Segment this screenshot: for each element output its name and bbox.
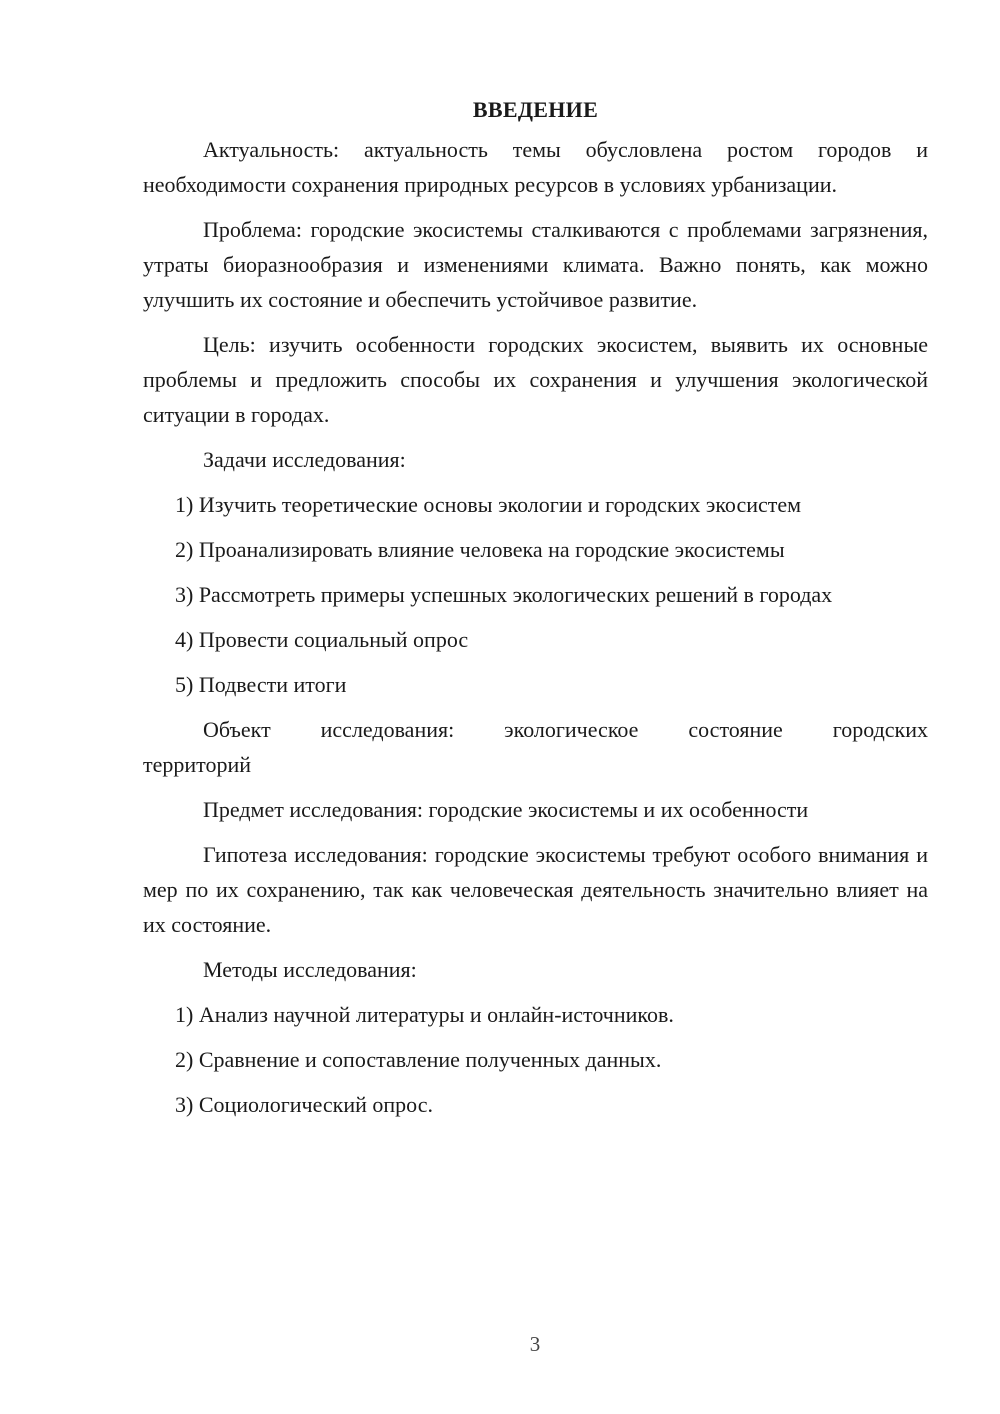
object-line-1: Объект исследования: экологическое состояние городских <box>203 717 928 742</box>
problem-paragraph: Проблема: городские экосистемы сталкиваются с проблемами загрязнения, утраты биоразнообразия и изменениями климата. Важно понять, как можно улучшить их состояние и обеспечить устойчивое развитие. <box>143 217 928 312</box>
task-item: 1) Изучить теоретические основы экологии и городских экосистем <box>175 492 802 517</box>
method-item: 3) Социологический опрос. <box>175 1092 433 1117</box>
page-title: ВВЕДЕНИЕ <box>472 97 599 122</box>
subject-paragraph: Предмет исследования: городские экосистемы и их особенности <box>203 797 809 822</box>
object-line-2: территорий <box>143 752 252 777</box>
relevance-paragraph: Актуальность: актуальность темы обусловлена ростом городов и необходимости сохранения природных ресурсов в условиях урбанизации. <box>143 137 928 197</box>
task-item: 4) Провести социальный опрос <box>175 627 469 652</box>
task-item: 2) Проанализировать влияние человека на городские экосистемы <box>175 537 785 562</box>
methods-list <box>143 997 928 1122</box>
page-number: 3 <box>529 1332 541 1356</box>
task-item: 5) Подвести итоги <box>175 672 347 697</box>
object-paragraph <box>143 712 928 782</box>
methods-heading: Методы исследования: <box>203 957 417 982</box>
method-item: 1) Анализ научной литературы и онлайн-источников. <box>175 1002 674 1027</box>
hypothesis-paragraph: Гипотеза исследования: городские экосистемы требуют особого внимания и мер по их сохранению, так как человеческая деятельность значительно влияет на их состояние. <box>143 842 928 937</box>
tasks-list <box>143 487 928 702</box>
document-page <box>143 92 928 1132</box>
tasks-heading: Задачи исследования: <box>203 447 406 472</box>
method-item: 2) Сравнение и сопоставление полученных данных. <box>175 1047 662 1072</box>
task-item: 3) Рассмотреть примеры успешных экологических решений в городах <box>175 582 833 607</box>
goal-paragraph: Цель: изучить особенности городских экосистем, выявить их основные проблемы и предложить способы их сохранения и улучшения экологической ситуации в городах. <box>143 332 928 427</box>
